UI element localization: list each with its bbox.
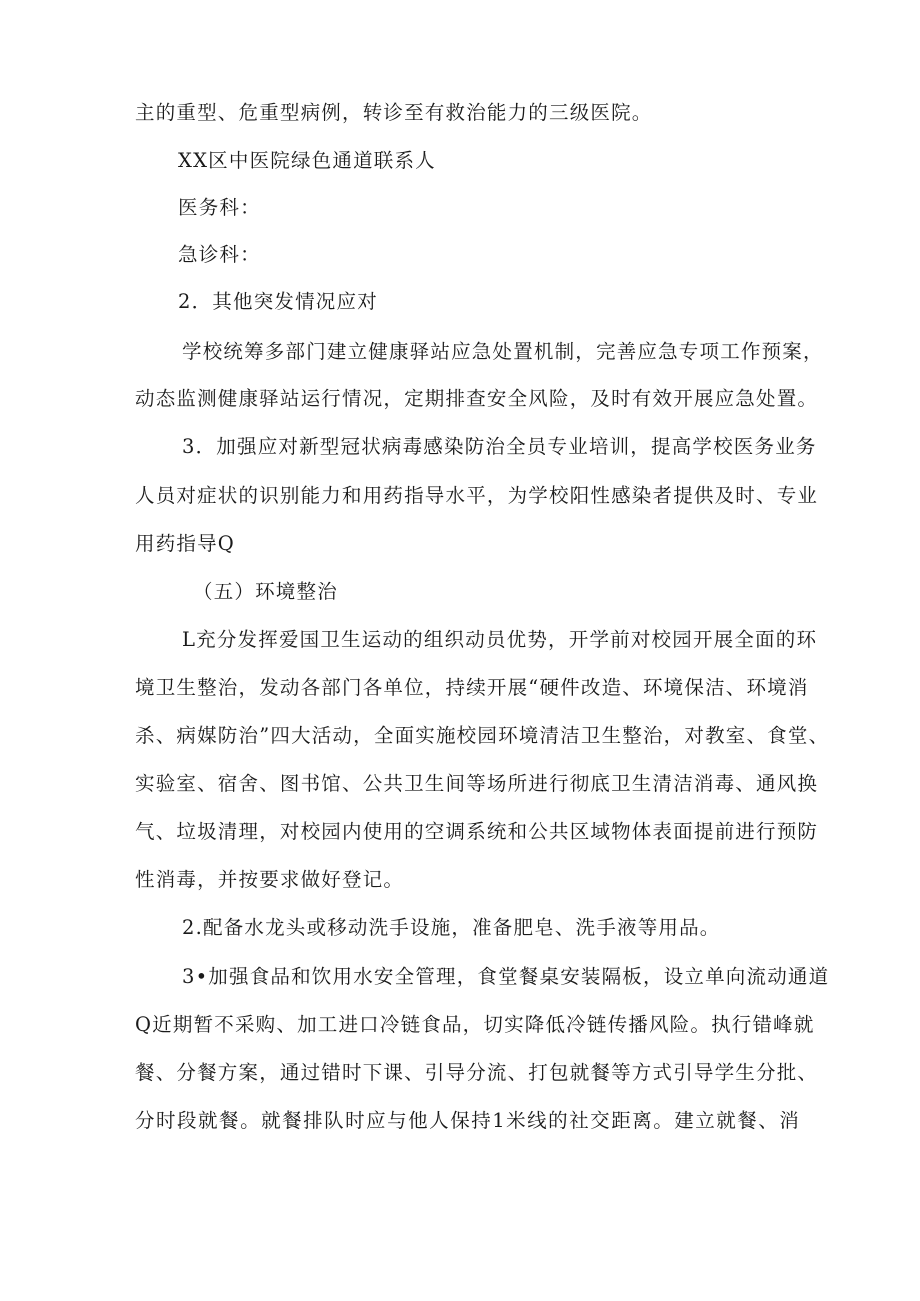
section-heading: 2．其他突发情况应对 [178, 290, 378, 313]
paragraph-line: 杀、病媒防治”四大活动，全面实施校园环境清洁卫生整治，对教室、食堂、 [135, 724, 830, 747]
contact-heading: XX区中医院绿色通道联系人 [178, 149, 436, 172]
paragraph-line: 学校统筹多部门建立健康驿站应急处置机制，完善应急专项工作预案， [182, 340, 824, 363]
paragraph-line: 性消毒，并按要求做好登记。 [135, 868, 405, 891]
paragraph-line: 境卫生整治，发动各部门各单位，持续开展“硬件改造、环境保洁、环境消 [135, 676, 809, 699]
section-heading: （五）环境整治 [193, 580, 338, 603]
paragraph-line: 分时段就餐。就餐排队时应与他人保持1米线的社交距离。建立就餐、消 [135, 1109, 800, 1132]
paragraph-line: 主的重型、危重型病例，转诊至有救治能力的三级医院。 [135, 101, 653, 124]
paragraph-line: 动态监测健康驿站运行情况，定期排查安全风险，及时有效开展应急处置。 [135, 387, 819, 410]
contact-emergency: 急诊科： [178, 243, 261, 266]
paragraph-line: 3．加强应对新型冠状病毒感染防治全员专业培训，提高学校医务业务 [182, 435, 817, 458]
contact-medical-affairs: 医务科： [178, 196, 261, 219]
paragraph-line: L充分发挥爱国卫生运动的组织动员优势，开学前对校园开展全面的环 [182, 628, 818, 651]
paragraph-line: 用药指导Q [135, 532, 235, 555]
paragraph-line: 实验室、宿舍、图书馆、公共卫生间等场所进行彻底卫生清洁消毒、通风换 [135, 772, 819, 795]
paragraph-line: 3•加强食品和饮用水安全管理，食堂餐桌安装隔板，设立单向流动通道 [182, 965, 830, 988]
paragraph-line: 气、垃圾清理，对校园内使用的空调系统和公共区域物体表面提前进行预防 [135, 820, 819, 843]
paragraph-line: 人员对症状的识别能力和用药指导水平，为学校阳性感染者提供及时、专业 [135, 484, 819, 507]
paragraph-line: 2.配备水龙头或移动洗手设施，准备肥皂、洗手液等用品。 [182, 916, 721, 939]
paragraph-line: Q近期暂不采购、加工进口冷链食品，切实降低冷链传播风险。执行错峰就 [135, 1013, 815, 1036]
paragraph-line: 餐、分餐方案，通过错时下课、引导分流、打包就餐等方式引导学生分批、 [135, 1061, 819, 1084]
